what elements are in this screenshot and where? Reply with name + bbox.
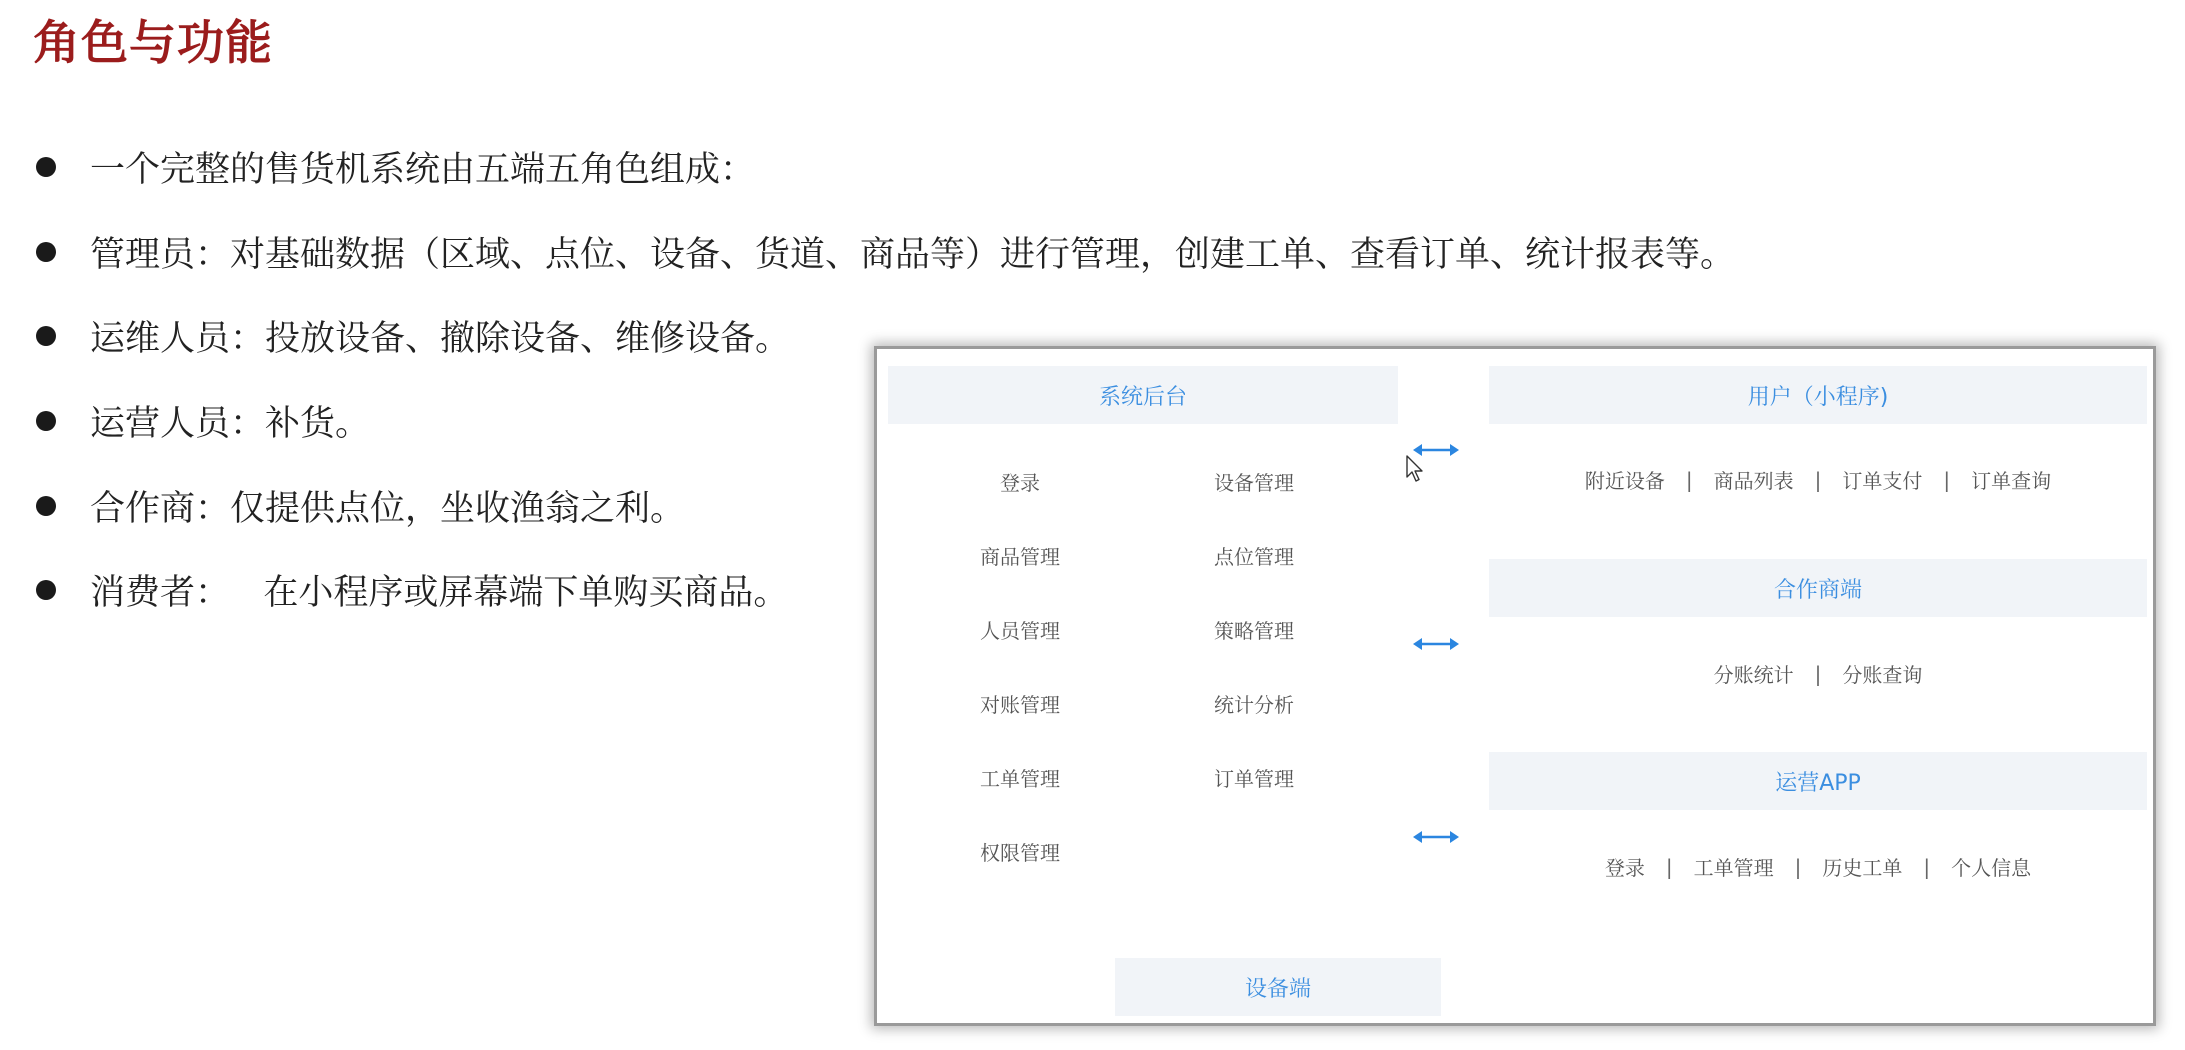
bullet-dot-icon (36, 411, 56, 431)
user-item: 附近设备 (1584, 469, 1665, 493)
user-panel-header (1489, 366, 2147, 424)
bullet-text: 消费者： 在小程序或屏幕端下单购买商品。 (90, 573, 789, 614)
bullet-dot-icon (36, 242, 56, 262)
partner-panel-header (1489, 559, 2147, 617)
user-panel-title: 用户（小程序) (1747, 384, 1889, 410)
backend-item: 权限管理 (980, 841, 1060, 865)
bullet-item (36, 210, 1735, 295)
separator: | (1814, 661, 1822, 686)
backend-item: 订单管理 (1214, 767, 1294, 791)
page-title: 角色与功能 (33, 16, 273, 71)
partner-panel-items (1489, 659, 2147, 688)
bullet-dot-icon (36, 580, 56, 600)
ops-panel-header (1489, 752, 2147, 810)
separator: | (1794, 854, 1802, 879)
bullet-text: 合作商：仅提供点位，坐收渔翁之利。 (90, 488, 686, 529)
bullet-text: 一个完整的售货机系统由五端五角色组成： (90, 150, 756, 191)
bullet-text: 运营人员：补货。 (90, 404, 371, 445)
ops-item: 个人信息 (1951, 856, 2032, 880)
device-panel-header (1115, 958, 1441, 1016)
user-panel-items (1489, 465, 2147, 494)
separator: | (1665, 854, 1673, 879)
partner-item: 分账统计 (1713, 663, 1794, 687)
user-item: 商品列表 (1713, 469, 1794, 493)
backend-item: 工单管理 (980, 767, 1060, 791)
ops-panel-items (1489, 852, 2147, 881)
architecture-diagram (874, 346, 2156, 1026)
double-arrow-icon (1413, 829, 1459, 845)
partner-panel-title: 合作商端 (1773, 577, 1862, 603)
backend-item: 人员管理 (980, 619, 1060, 643)
bullet-dot-icon (36, 157, 56, 177)
separator: | (1923, 854, 1931, 879)
ops-item: 工单管理 (1693, 856, 1774, 880)
bullet-item (36, 125, 1735, 210)
backend-item: 策略管理 (1214, 619, 1294, 643)
backend-item: 点位管理 (1214, 545, 1294, 569)
user-item: 订单查询 (1971, 469, 2052, 493)
bullet-dot-icon (36, 326, 56, 346)
backend-item: 对账管理 (980, 693, 1060, 717)
separator: | (1814, 467, 1822, 492)
backend-item: 设备管理 (1214, 471, 1294, 495)
bullet-text: 管理员：对基础数据（区域、点位、设备、货道、商品等）进行管理，创建工单、查看订单、统计报表等。 (90, 234, 1736, 275)
double-arrow-icon (1413, 636, 1459, 652)
mouse-cursor-icon (1406, 455, 1424, 483)
partner-item: 分账查询 (1842, 663, 1923, 687)
device-panel-title: 设备端 (1244, 976, 1311, 1002)
backend-title: 系统后台 (1098, 384, 1187, 410)
backend-item: 统计分析 (1214, 693, 1294, 717)
separator: | (1685, 467, 1693, 492)
backend-header (888, 366, 1398, 424)
backend-item: 登录 (1000, 471, 1040, 495)
backend-item: 商品管理 (980, 545, 1060, 569)
separator: | (1943, 467, 1951, 492)
bullet-text: 运维人员：投放设备、撤除设备、维修设备。 (90, 319, 791, 360)
ops-item: 登录 (1604, 856, 1645, 880)
ops-panel-title: 运营APP (1775, 770, 1861, 796)
bullet-dot-icon (36, 496, 56, 516)
user-item: 订单支付 (1842, 469, 1923, 493)
ops-item: 历史工单 (1822, 856, 1903, 880)
